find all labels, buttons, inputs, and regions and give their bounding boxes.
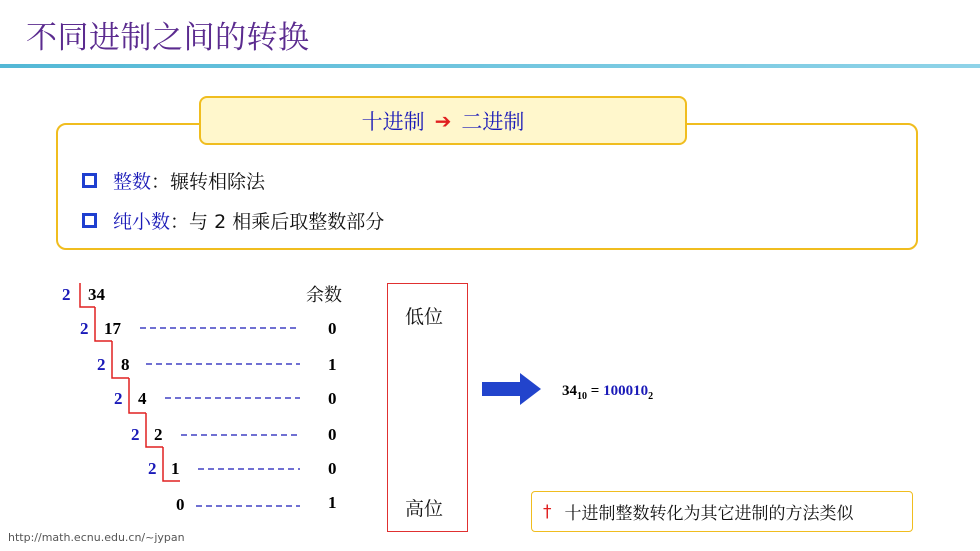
quotient: 2 xyxy=(154,425,163,444)
bullet-keyword: 整数 xyxy=(113,171,152,193)
bullet-text: 辗转相除法 xyxy=(170,171,266,193)
quotient: 8 xyxy=(121,355,130,374)
remainder: 1 xyxy=(328,493,337,512)
remainder: 0 xyxy=(328,425,337,444)
quotient: 0 xyxy=(176,495,185,514)
divisor: 2 xyxy=(97,355,106,374)
bullet-keyword: 纯小数 xyxy=(113,211,171,233)
dashed-leaders xyxy=(140,328,300,506)
binary-base: 2 xyxy=(648,391,654,402)
quotient: 1 xyxy=(171,459,180,478)
remainder: 1 xyxy=(328,355,337,374)
conversion-result xyxy=(562,383,653,402)
divisor: 2 xyxy=(148,459,157,478)
dagger-icon: † xyxy=(543,501,552,522)
big-right-arrow-icon xyxy=(482,373,541,405)
remainder: 0 xyxy=(328,459,337,478)
binary-value: 100010 xyxy=(603,383,649,399)
divisor: 2 xyxy=(114,389,123,408)
division-brackets xyxy=(80,283,180,481)
remainder: 0 xyxy=(328,319,337,338)
high-bit-label: 高位 xyxy=(405,498,444,520)
bullet-sep: ： xyxy=(151,171,171,193)
page-title: 不同进制之间的转换 xyxy=(26,20,310,56)
decimal-value: 34 xyxy=(562,383,577,399)
note-text: 十进制整数转化为其它进制的方法类似 xyxy=(564,504,854,524)
quotient: 4 xyxy=(138,389,147,408)
dividend: 34 xyxy=(88,285,105,304)
header-from: 十进制 xyxy=(361,109,425,134)
bullet-text: 与 2 相乘后取整数部分 xyxy=(189,211,385,233)
divisor: 2 xyxy=(62,285,71,304)
low-bit-label: 低位 xyxy=(405,306,444,328)
divisor: 2 xyxy=(131,425,140,444)
decimal-base: 10 xyxy=(577,391,587,402)
header-to: 二进制 xyxy=(461,109,525,134)
remainder-label: 余数 xyxy=(306,285,342,306)
quotient: 17 xyxy=(104,319,121,338)
bullet-sep: ： xyxy=(170,211,190,233)
note-box xyxy=(531,491,913,532)
right-arrow-icon: ➔ xyxy=(434,108,452,133)
equals-sign: = xyxy=(587,383,604,399)
footer-url: http://math.ecnu.edu.cn/~jypan xyxy=(8,531,185,544)
divisor: 2 xyxy=(80,319,89,338)
remainder: 0 xyxy=(328,389,337,408)
